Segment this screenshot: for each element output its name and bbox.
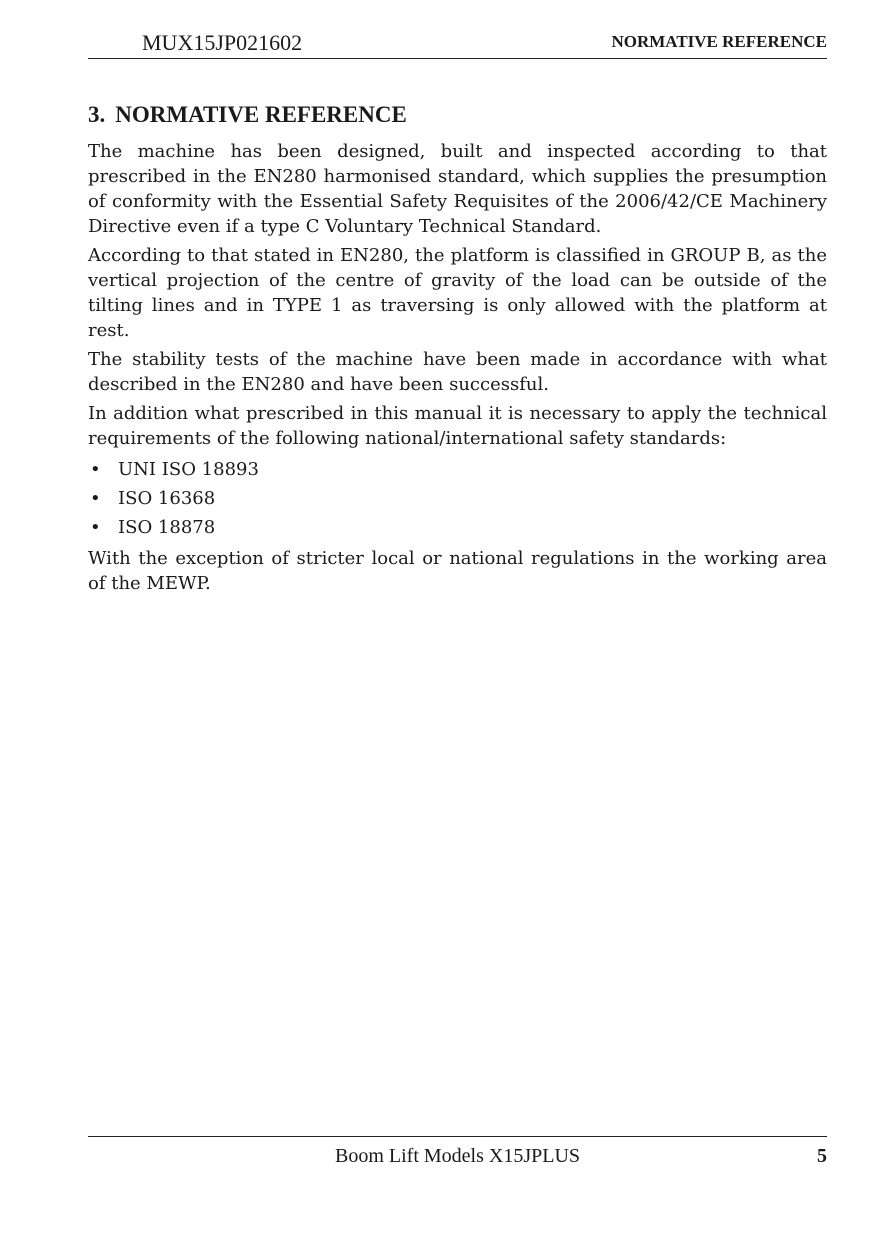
section-heading bbox=[88, 99, 827, 131]
list-item-text: UNI ISO 18893 bbox=[118, 459, 259, 480]
bullet-icon: • bbox=[90, 459, 101, 480]
section-number: 3. bbox=[88, 102, 106, 127]
footer-title: Boom Lift Models X15JPLUS bbox=[334, 1145, 581, 1167]
document-code: MUX15JP021602 bbox=[142, 30, 303, 55]
list-item-text: ISO 16368 bbox=[118, 488, 216, 509]
section-title: NORMATIVE REFERENCE bbox=[115, 102, 407, 127]
standards-list bbox=[88, 455, 827, 542]
page-number: 5 bbox=[817, 1145, 827, 1167]
paragraph-additional-standards: In addition what prescribed in this manual it is necessary to apply the technical requirements of the following national/international safety standards: bbox=[88, 403, 827, 449]
list-item bbox=[88, 484, 827, 513]
running-section-title: NORMATIVE REFERENCE bbox=[611, 32, 827, 51]
paragraph-classification: According to that stated in EN280, the platform is classified in GROUP B, as the vertical projection of the centre of gravity of the load can be outside of the tilting lines and in TYPE 1 as traversing is only allowed with the platform at rest. bbox=[88, 245, 827, 341]
paragraph-conformity: The machine has been designed, built and inspected according to that prescribed in the EN280 harmonised standard, which supplies the presumption of conformity with the Essential Safety Requisites of the 2006/42/CE Machinery Directive even if a type C Voluntary Technical Standard. bbox=[88, 141, 827, 237]
page-footer bbox=[88, 1136, 827, 1171]
list-item bbox=[88, 513, 827, 542]
bullet-icon: • bbox=[90, 517, 101, 538]
paragraph-stability-tests: The stability tests of the machine have been made in accordance with what described in the EN280 and have been successful. bbox=[88, 349, 827, 395]
page-content bbox=[88, 99, 827, 600]
list-item bbox=[88, 455, 827, 484]
bullet-icon: • bbox=[90, 488, 101, 509]
page-header bbox=[88, 28, 827, 59]
paragraph-closing: With the exception of stricter local or national regulations in the working area of the MEWP. bbox=[88, 548, 827, 594]
list-item-text: ISO 18878 bbox=[118, 517, 216, 538]
